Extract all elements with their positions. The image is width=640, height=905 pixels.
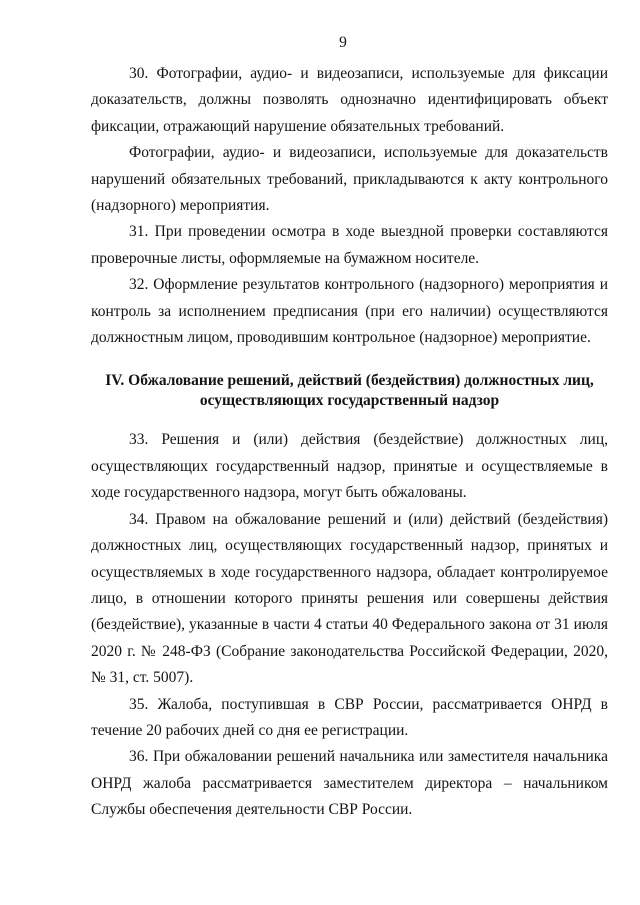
- paragraph-30-continuation: Фотографии, аудио- и видеозаписи, используемые для доказательств нарушений обязательных требований, прикладываются к акту контрольного (надзорного) мероприятия.: [91, 144, 608, 215]
- document-body: [91, 61, 608, 824]
- paragraph-33: 33. Решения и (или) действия (бездействие) должностных лиц, осуществляющих государственный надзор, принятые и осуществляемые в ходе государственного надзора, могут быть обжалованы.: [91, 431, 608, 502]
- section-heading: [91, 371, 608, 411]
- paragraph-34: 34. Правом на обжалование решений и (или) действий (бездействия) должностных лиц, осуществляющих государственный надзор, принятых и осуществляемых в ходе государственного надзора, обладает контролируемое лицо, в отношении которого приняты решения или совершены действия (бездействие), указанные в части 4 статьи 40 Федерального закона от 31 июля 2020 г. № 248-ФЗ (Собрание законодательства Российской Федерации, 2020, № 31, ст. 5007).: [91, 510, 608, 687]
- paragraph-31: 31. При проведении осмотра в ходе выездной проверки составляются проверочные листы, оформляемые на бумажном носителе.: [91, 223, 608, 267]
- paragraph-35: 35. Жалоба, поступившая в СВР России, рассматривается ОНРД в течение 20 рабочих дней со дня ее регистрации.: [91, 695, 608, 739]
- section-heading-line-1: IV. Обжалование решений, действий (бездействия) должностных лиц,: [105, 372, 594, 390]
- page-number: 9: [339, 34, 347, 51]
- paragraph-30: 30. Фотографии, аудио- и видеозаписи, используемые для фиксации доказательств, должны позволять однозначно идентифицировать объект фиксации, отражающий нарушение обязательных требований.: [91, 65, 608, 135]
- paragraph-32: 32. Оформление результатов контрольного (надзорного) мероприятия и контроль за исполнением предписания (при его наличии) осуществляются должностным лицом, проводившим контрольное (надзорное) мероприятие.: [91, 276, 608, 347]
- paragraph-36: 36. При обжаловании решений начальника или заместителя начальника ОНРД жалоба рассматривается заместителем директора – начальником Службы обеспечения деятельности СВР России.: [91, 748, 608, 819]
- section-heading-line-2: осуществляющих государственный надзор: [199, 392, 500, 410]
